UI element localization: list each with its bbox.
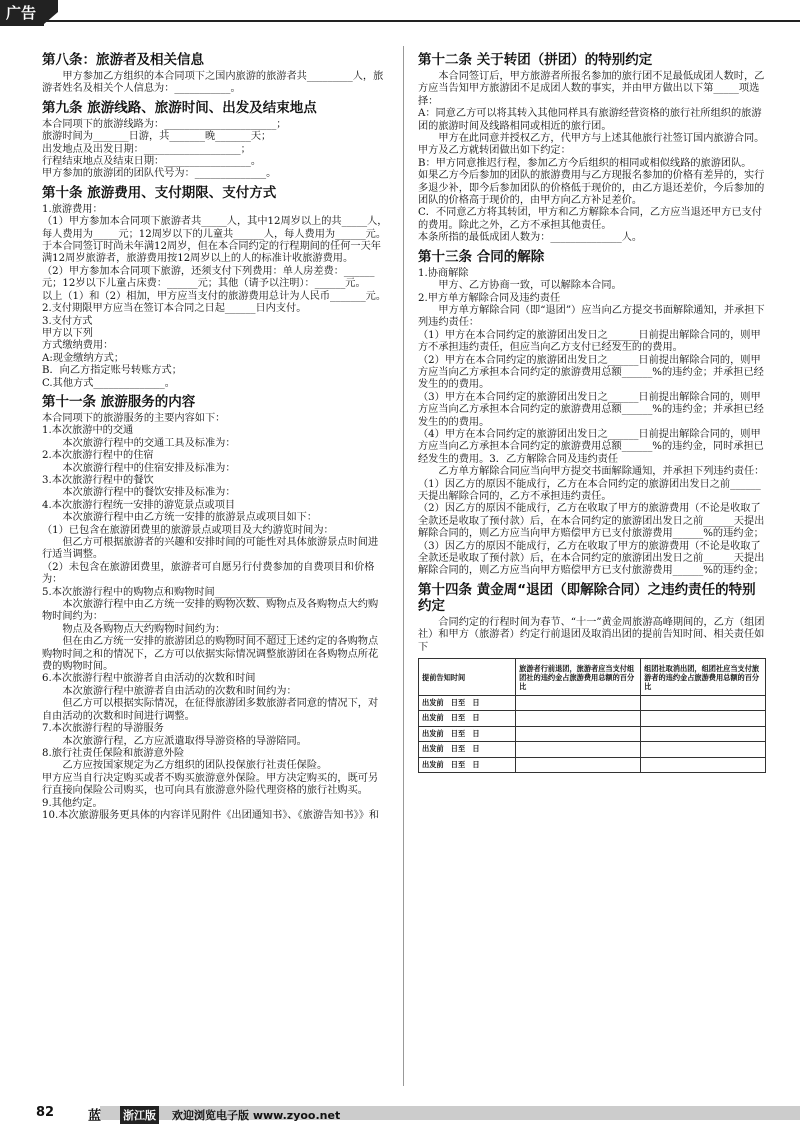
table-row <box>419 742 766 757</box>
section-11-line: 10.本次旅游服务更具体的内容详见附件《出团通知书》、《旅游告知书》》和 <box>42 809 380 821</box>
section-14-title: 第十四条 黄金周“退团（即解除合同）之违约责任的特别约定 <box>418 581 756 614</box>
section-11-title: 第十一条 旅游服务的内容 <box>42 393 196 410</box>
section-11-line: 本合同项下的旅游服务的主要内容如下： <box>42 412 226 424</box>
section-13-title: 第十三条 合同的解除 <box>418 248 545 265</box>
section-9-title: 第九条 旅游线路、旅游时间、出发及结束地点 <box>42 99 317 116</box>
ad-tag: 广告 <box>0 0 44 26</box>
section-11-line: 2.本次旅游行程中的住宿 <box>42 450 154 462</box>
website-link[interactable]: 欢迎浏览电子版 www.zyoo.net <box>172 1109 341 1122</box>
section-12-title: 第十二条 关于转团（拼团）的特别约定 <box>418 52 653 68</box>
table-cell: 出发前 日至 日 <box>419 711 516 726</box>
table-cell <box>641 742 766 757</box>
section-11-line: 1.本次旅游中的交通 <box>42 425 134 437</box>
section-13-line: （4）甲方在本合同约定的旅游团出发日之______日前提出解除合同的，则甲方应当向乙方承担本合同约定的旅游费用总额______%的违约金，同时承担已经发生的费用。3．乙方解除合同及违约责任 <box>418 428 764 465</box>
section-11-line: 7.本次旅游行程的导游服务 <box>42 723 164 735</box>
section-10-line: 方式缴纳费用： <box>42 340 114 352</box>
section-11-line: 但乙方可以根据实际情况，在征得旅游团多数旅游者同意的情况下，对自由活动的次数和时间进行调整。 <box>42 698 379 722</box>
section-12-line: 本合同签订后，甲方旅游者所报名参加的旅行团不足最低成团人数时，乙方应当告知甲方旅游团不足成团人数的事实，并由甲方做出以下第_____项选择： <box>418 71 765 107</box>
table-cell: 出发前 日至 日 <box>419 696 516 711</box>
section-11-line: 3.本次旅游行程中的餐饮 <box>42 474 154 486</box>
table-cell <box>516 696 641 711</box>
section-12-line: C．不同意乙方将其转团，甲方和乙方解除本合同，乙方应当退还甲方已支付的费用。除此之外，乙方不承担其他责任。 <box>418 207 762 231</box>
section-11-line: （2）未包含在旅游团费里，旅游者可自愿另行付费参加的自费项目和价格为： <box>42 561 375 586</box>
section-9-line: 旅游时间为_______日游，共_______晚_______天； <box>42 131 272 143</box>
section-11-line: 本次旅游行程中由乙方统一安排的旅游景点或项目如下： <box>42 512 318 524</box>
section-8-text: 甲方参加乙方组织的本合同项下之国内旅游的旅游者共_________人，旅游者姓名及相关个人信息为：___________。 <box>42 71 384 95</box>
table-cell: 出发前 日至 日 <box>419 742 516 757</box>
section-10-line: （1）甲方参加本合同项下旅游者共_____人，其中12周岁以上的共_____人，每人费用为_____元；12周岁以下的儿童共______人，每人费用为______元。于本合同签订时尚未年满12周岁，但在本合同约定的行程期间的任何一天年满12周岁旅游者，旅游费用按12周岁以上的人的标准计收旅游费用。 <box>42 216 388 265</box>
section-13-line: （3）甲方在本合同约定的旅游团出发日之______日前提出解除合同的，则甲方应当向乙方承担本合同约定的旅游费用总额______%的违约金；并承担已经发生的的费用。 <box>418 391 764 428</box>
section-13-line: （3）因乙方的原因不能成行，乙方在收取了甲方的旅游费用（不论是收取了全款还是收取了预付款）后，在本合同约定的旅游团出发日之前______天提出解除合同的，则乙方应当向甲方赔偿甲方已支付旅游费用______%的违约金； <box>418 540 765 577</box>
section-13-line: 甲方、乙方协商一致，可以解除本合同。 <box>418 280 622 292</box>
table-cell: 出发前 日至 日 <box>419 726 516 741</box>
table-header-row <box>419 659 766 696</box>
section-9-lines <box>42 119 388 181</box>
section-11-line: 5.本次旅游行程中的购物点和购物时间_____________ <box>42 586 281 598</box>
section-13-line: 2.甲方单方解除合同及违约责任 <box>418 292 561 304</box>
table-header-cell: 旅游者行前退团，旅游者应当支付组团社的违约金占旅游费用总额的百分比 <box>516 659 641 696</box>
table-row <box>419 711 766 726</box>
section-10-line: 1.旅游费用： <box>42 203 103 215</box>
section-13-lines <box>418 268 766 578</box>
section-12-line: 本条所指的最低成团人数为：______________人。 <box>418 232 643 244</box>
edition-badge: 浙江版 <box>120 1106 159 1124</box>
section-13-line: （1）甲方在本合同约定的旅游团出发日之______日前提出解除合同的，则甲方不承担违约责任，但应当向乙方支付已经发生的的费用。 <box>418 329 761 354</box>
section-11-line: 但在由乙方统一安排的旅游团总的购物时间不超过上述约定的各购物点购物时间之和的情况下，乙方可以依据实际情况调整旅游团在各购物点所花费的购物时间。 <box>42 636 379 673</box>
page-footer <box>0 1101 800 1123</box>
section-9-line: 行程结束地点及结束日期：_________________。 <box>42 156 262 168</box>
section-13-line: （1）因乙方的原因不能成行，乙方在本合同约定的旅游团出发日之前______天提出解除合同的，乙方不承担违约责任。 <box>418 478 761 502</box>
section-11-line: 本次旅游行程中旅游者自由活动的次数和时间约为： <box>42 685 297 697</box>
golden-week-table <box>418 658 766 773</box>
section-11-line: 本次旅游行程中由乙方统一安排的购物次数、购物点及各购物点大约购物时间约为：______________ <box>42 599 379 623</box>
top-rule <box>0 20 800 22</box>
section-11-line: 4.本次旅游行程统一安排的游览景点或项目 <box>42 499 236 511</box>
table-row <box>419 726 766 741</box>
section-11-line: 甲方应当自行决定购买或者不购买旅游意外保险。甲方决定购买的，既可另行直接向保险公司购买，也可向具有旅游意外险代理资格的旅行社购买。 <box>42 772 379 797</box>
table-cell <box>641 696 766 711</box>
magazine-name: 蓝 <box>88 1109 102 1124</box>
section-13-line: （2）因乙方的原因不能成行，乙方在收取了甲方的旅游费用（不论是收取了全款还是收取了预付款）后，在本合同约定的旅游团出发日之前______天提出解除合同的，则乙方应当向甲方赔偿甲方已支付旅游费用______%的违约金； <box>418 503 765 540</box>
section-9-line: 本合同项下的旅游线路为：______________________； <box>42 118 287 130</box>
table-header-cell: 组团社取消出团，组团社应当支付旅游者的违约金占旅游费用总额的百分比 <box>641 659 766 696</box>
table-cell <box>641 757 766 772</box>
section-10-line: 以上（1）和（2）相加，甲方应当支付的旅游费用总计为人民币_______元。 <box>42 290 387 302</box>
table-cell <box>641 711 766 726</box>
table-cell <box>516 742 641 757</box>
section-14-text: 合同约定的行程时间为春节、“十一”黄金周旅游高峰期间的，乙方（组团社）和甲方（旅游者）约定行前退团及取消出团的提前告知时间、相关责任如下 <box>418 616 765 653</box>
section-12-line: 甲方在此同意并授权乙方，代甲方与上述其他旅行社签订国内旅游合同。 <box>418 133 765 145</box>
section-10-line: B．向乙方指定账号转账方式； <box>42 365 182 377</box>
section-12-line: 如果乙方今后参加的团队的旅游费用与乙方现报名参加的价格有差异的，实行多退少补，即今后参加团队的价格低于现价的，由乙方退还差价，今后参加的团队的价格高于现价的，由甲方向乙方补足差价。 <box>418 170 765 207</box>
section-11-line: 9.其他约定。 <box>42 797 103 809</box>
section-10-title: 第十条 旅游费用、支付期限、支付方式 <box>42 184 277 201</box>
section-13-line: 1.协商解除 <box>418 267 469 279</box>
section-9-line: 出发地点及出发日期：___________________； <box>42 143 251 155</box>
page-number: 82 <box>36 1105 55 1120</box>
section-8-title: 第八条：旅游者及相关信息 <box>42 52 204 68</box>
section-10-line: A:现金缴纳方式； <box>42 352 125 364</box>
table-cell <box>516 726 641 741</box>
column-divider <box>403 46 404 1086</box>
section-11-line: 物点及各购物点大约购物时间约为：______________ <box>42 623 297 635</box>
table-header-cell: 提前告知时间 <box>419 659 516 696</box>
section-12-lines <box>418 71 766 245</box>
section-11-lines <box>42 413 388 822</box>
section-13-line: （2）甲方在本合同约定的旅游团出发日之______日前提出解除合同的，则甲方应当向乙方承担本合同约定的旅游费用总额______%的违约金；并承担已经发生的的费用。 <box>418 354 764 391</box>
section-11-line: 本次旅游行程，乙方应派遣取得导游资格的导游陪同。 <box>42 735 307 747</box>
right-column <box>418 48 766 773</box>
section-11-line: 本次旅游行程中的餐饮安排及标准为： <box>42 487 236 499</box>
section-11-line: 本次旅游行程中的住宿安排及标准为： <box>42 462 236 474</box>
section-12-line: 甲方及乙方就转团做出如下约定： <box>418 145 571 157</box>
section-11-line: （1）已包含在旅游团费里的旅游景点或项目及大约游览时间为： <box>42 524 334 536</box>
section-9-line: 甲方参加的旅游团的团队代号为：______________。 <box>42 168 277 180</box>
section-11-line: 乙方应按国家规定为乙方组织的团队投保旅行社责任保险。 <box>42 760 328 772</box>
section-13-line: 甲方单方解除合同（即“退团”）应当向乙方提交书面解除通知，并承担下列违约责任： <box>418 304 765 329</box>
table-cell <box>516 757 641 772</box>
left-column <box>42 48 388 822</box>
section-11-line: 8.旅行社责任保险和旅游意外险 <box>42 747 185 759</box>
section-12-line: A：同意乙方可以将其转入其他同样具有旅游经营资格的旅行社所组织的旅游团的旅游时间及线路相同或相近的旅行团。 <box>418 108 762 132</box>
section-10-line: 甲方以下列 <box>42 327 93 339</box>
section-11-line: 本次旅游行程中的交通工具及标准为： <box>42 437 236 449</box>
table-cell: 出发前 日至 日 <box>419 757 516 772</box>
section-12-line: B：甲方同意推迟行程，参加乙方今后组织的相同或相似线路的旅游团队。 <box>418 157 752 169</box>
table-cell <box>641 726 766 741</box>
section-10-lines <box>42 204 388 390</box>
section-10-line: 3.支付方式 <box>42 315 93 327</box>
section-10-line: （2）甲方参加本合同项下旅游，还须支付下列费用：单人房差费：______元；12岁以下儿童占床费：______元；其他（请予以注明）：______元。 <box>42 265 375 290</box>
section-10-line: 2.支付期限甲方应当在签订本合同之日起______日内支付。 <box>42 303 307 315</box>
table-row <box>419 696 766 711</box>
section-10-line: C.其他方式______________。 <box>42 377 175 389</box>
table-row <box>419 757 766 772</box>
section-13-line: 乙方单方解除合同应当向甲方提交书面解除通知，并承担下列违约责任： <box>418 466 765 478</box>
section-11-line: 但乙方可根据旅游者的兴趣和安排时间的可能性对具体旅游景点时间进行适当调整。 <box>42 537 379 561</box>
section-11-line: 6.本次旅游行程中旅游者自由活动的次数和时间 <box>42 673 256 685</box>
table-cell <box>516 711 641 726</box>
